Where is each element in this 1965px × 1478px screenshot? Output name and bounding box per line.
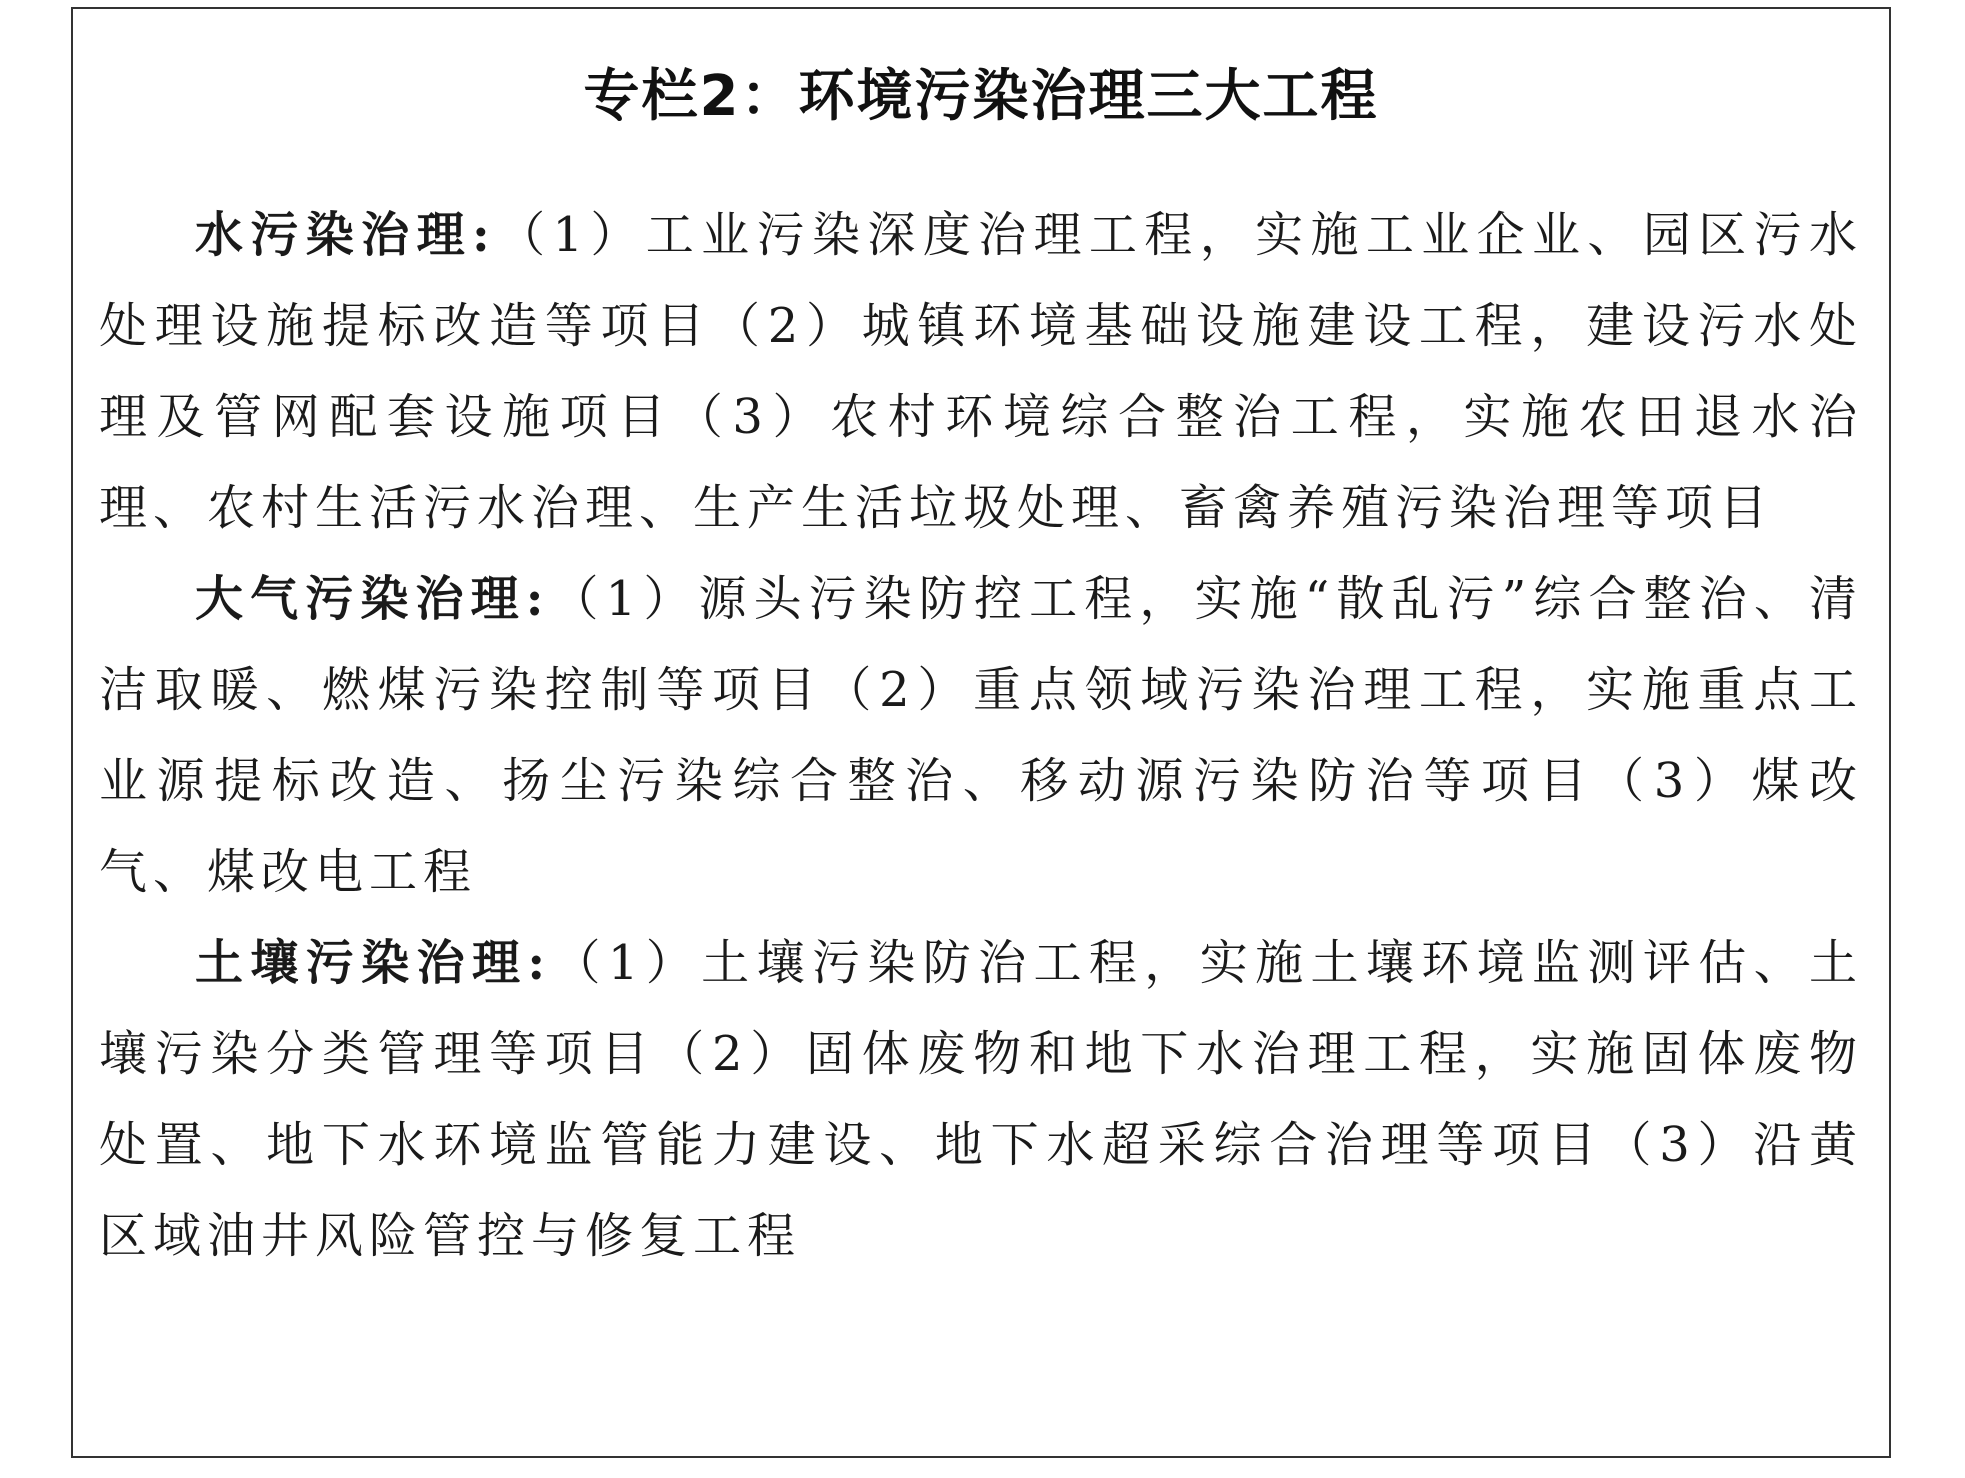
section-heading: 水污染治理: <box>195 207 496 263</box>
section-text: （1）工业污染深度治理工程，实施工业企业、园区污水处理设施提标改造等项目（2）城镇环境基础设施建设工程，建设污水处理及管网配套设施项目（3）农村环境综合整治工程，实施农田退水治理、农村生活污水治理、生产生活垃圾处理、畜禽养殖污染治理等项目 <box>99 207 1863 536</box>
box-title: 专栏2：环境污染治理三大工程 <box>583 64 1379 129</box>
section-text: （1）土壤污染防治工程，实施土壤环境监测评估、土壤污染分类管理等项目（2）固体废物和地下水治理工程，实施固体废物处置、地下水环境监管能力建设、地下水超采综合治理等项目（3）沿黄区域油井风险管控与修复工程 <box>99 935 1863 1264</box>
column-box <box>71 7 1891 1458</box>
section-air <box>99 554 1863 918</box>
section-water <box>99 190 1863 554</box>
section-heading: 大气污染治理: <box>195 571 550 627</box>
section-soil <box>99 918 1863 1282</box>
section-text: （1）源头污染防控工程，实施“散乱污”综合整治、清洁取暖、燃煤污染控制等项目（2）重点领域污染治理工程，实施重点工业源提标改造、扬尘污染综合整治、移动源污染防治等项目（3）煤改气、煤改电工程 <box>99 571 1863 900</box>
section-heading: 土壤污染治理: <box>195 935 552 991</box>
box-content <box>99 190 1863 1282</box>
